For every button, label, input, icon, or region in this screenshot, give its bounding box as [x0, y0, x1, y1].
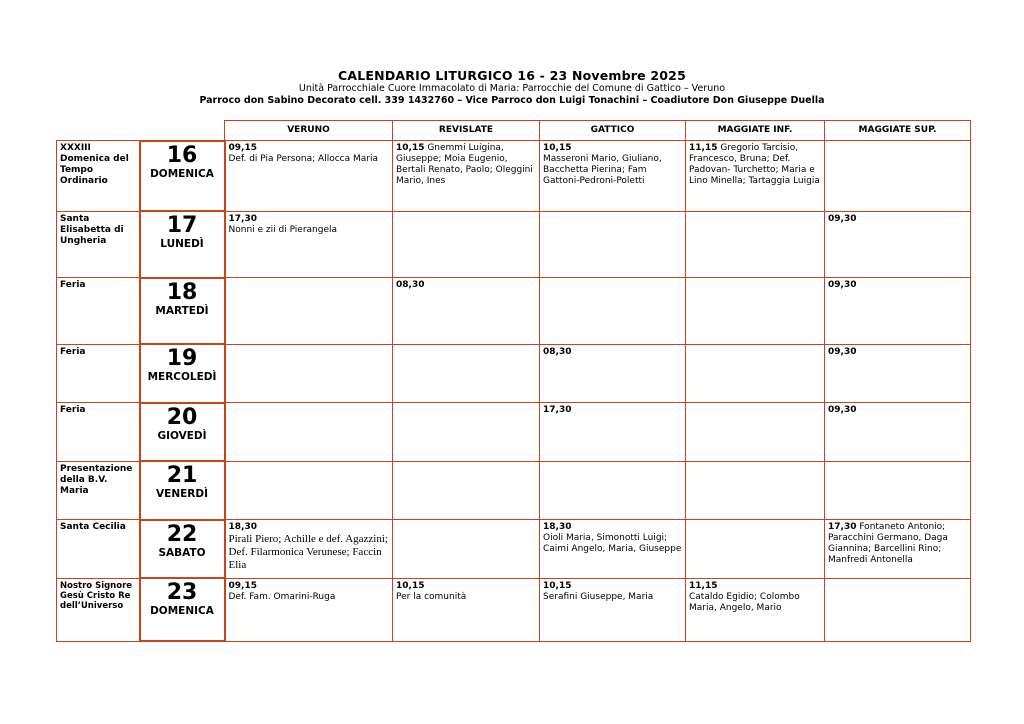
column-header-row — [57, 121, 971, 141]
mass-time: 17,30 — [228, 213, 257, 224]
mass-time: 09,30 — [828, 405, 857, 416]
mass-cell-revislate — [393, 461, 540, 520]
page-title: CALENDARIO LITURGICO 16 - 23 Novembre 2025 — [338, 68, 686, 83]
mass-time: 17,30 — [828, 522, 857, 533]
day-cell — [140, 403, 225, 462]
day-name: LUNEDÌ — [160, 238, 204, 251]
intention-text: Pirali Piero; Achille e def. Agazzini; Def. Filarmonica Verunese; Faccin Elia — [228, 533, 388, 572]
day-number: 21 — [166, 463, 198, 489]
mass-cell-maggiate-sup — [825, 211, 971, 278]
table-row — [57, 578, 971, 641]
header-blank-day — [140, 121, 225, 141]
intention-text: Cataldo Egidio; Colombo Maria, Angelo, Mario — [689, 591, 800, 613]
table-row — [57, 211, 971, 278]
feast-name: Feria — [57, 278, 140, 345]
mass-time: 08,30 — [543, 346, 572, 357]
mass-cell-gattico — [540, 520, 686, 579]
feast-name: XXXIII Domenica del Tempo Ordinario — [57, 141, 140, 212]
intention-text: Def. di Pia Persona; Allocca Maria — [228, 154, 378, 164]
mass-time: 09,15 — [228, 580, 257, 591]
intention-text: Nonni e zii di Pierangela — [228, 224, 338, 235]
mass-cell-maggiate-inf — [686, 461, 825, 520]
mass-cell-maggiate-inf — [686, 403, 825, 462]
mass-cell-veruno — [225, 461, 393, 520]
table-row — [57, 141, 971, 212]
parish-unit-subtitle: Unità Parrocchiale Cuore Immacolato di Maria: Parrocchie del Comune di Gattico – Veruno — [298, 83, 726, 94]
column-header-gattico: GATTICO — [540, 121, 686, 141]
mass-cell-maggiate-inf — [686, 520, 825, 579]
column-header-veruno: VERUNO — [225, 121, 393, 141]
column-header-maggiate-inf: MAGGIATE INF. — [686, 121, 825, 141]
feast-name: Nostro Signore Gesù Cristo Re dell’Universo — [57, 578, 140, 641]
feast-name: Presentazione della B.V. Maria — [57, 461, 140, 520]
mass-cell-maggiate-sup — [825, 141, 971, 212]
intention-text: Serafini Giuseppe, Maria — [543, 591, 654, 602]
feast-name: Feria — [57, 403, 140, 462]
day-name: DOMENICA — [150, 605, 214, 618]
document-header — [0, 68, 1024, 107]
mass-time: 09,30 — [828, 346, 857, 357]
mass-cell-veruno — [225, 141, 393, 212]
feast-name: Santa Elisabetta di Ungheria — [57, 211, 140, 278]
day-cell — [140, 520, 225, 579]
mass-cell-gattico — [540, 344, 686, 403]
table-row — [57, 520, 971, 579]
mass-cell-gattico — [540, 578, 686, 641]
mass-cell-maggiate-sup — [825, 461, 971, 520]
mass-cell-maggiate-inf — [686, 211, 825, 278]
mass-cell-revislate — [393, 278, 540, 345]
header-blank-feast — [57, 121, 140, 141]
mass-cell-gattico — [540, 461, 686, 520]
day-number: 20 — [166, 404, 198, 430]
table-row — [57, 344, 971, 403]
mass-cell-maggiate-sup — [825, 344, 971, 403]
day-name: MARTEDÌ — [155, 304, 209, 317]
mass-cell-maggiate-sup — [825, 278, 971, 345]
day-cell — [140, 461, 225, 520]
feast-name: Feria — [57, 344, 140, 403]
mass-time: 09,30 — [828, 280, 857, 291]
intention-text: Gregorio Tarcisio, Francesco, Bruna; Def. Padovan- Turchetto; Maria e Lino Minella; Tartaggia Luigia — [689, 143, 820, 186]
mass-time: 08,30 — [396, 280, 425, 291]
mass-cell-veruno — [225, 403, 393, 462]
mass-time: 10,15 — [543, 580, 572, 591]
day-number: 17 — [166, 213, 198, 239]
mass-cell-revislate — [393, 578, 540, 641]
mass-time: 10,15 — [543, 143, 572, 153]
intention-text: Fontaneto Antonio; Paracchini Germano, Daga Giannina; Barcellini Rino; Manfredi Antonella — [828, 522, 948, 566]
intention-text: Masseroni Mario, Giuliano, Bacchetta Pierina; Fam Gattoni-Pedroni-Poletti — [543, 154, 662, 186]
mass-cell-veruno — [225, 278, 393, 345]
mass-cell-gattico — [540, 141, 686, 212]
day-name: DOMENICA — [150, 167, 214, 180]
mass-time: 09,30 — [828, 213, 857, 224]
table-row — [57, 403, 971, 462]
mass-cell-gattico — [540, 278, 686, 345]
day-name: MERCOLEDÌ — [147, 371, 217, 384]
mass-time: 10,15 — [396, 580, 425, 591]
mass-cell-revislate — [393, 520, 540, 579]
mass-time: 11,15 — [689, 580, 718, 591]
mass-cell-maggiate-sup — [825, 578, 971, 641]
day-number: 22 — [166, 521, 198, 547]
mass-cell-maggiate-inf — [686, 278, 825, 345]
intention-text: Oioli Maria, Simonotti Luigi; Caimi Angelo, Maria, Giuseppe — [543, 533, 682, 555]
mass-cell-gattico — [540, 211, 686, 278]
mass-cell-maggiate-sup — [825, 403, 971, 462]
day-cell — [140, 344, 225, 403]
intention-text: Gnemmi Luigina, Giuseppe; Moia Eugenio, Bertali Renato, Paolo; Oleggini Mario, Ines — [396, 143, 533, 186]
mass-cell-veruno — [225, 344, 393, 403]
day-name: GIOVEDÌ — [157, 429, 207, 442]
day-number: 16 — [166, 142, 198, 168]
mass-time: 10,15 — [396, 143, 425, 153]
mass-cell-revislate — [393, 403, 540, 462]
intention-text: Def. Fam. Omarini-Ruga — [228, 591, 336, 602]
day-cell — [140, 211, 225, 278]
day-number: 18 — [166, 279, 198, 305]
mass-cell-maggiate-inf — [686, 344, 825, 403]
column-header-maggiate-sup: MAGGIATE SUP. — [825, 121, 971, 141]
day-cell — [140, 278, 225, 345]
mass-cell-veruno — [225, 520, 393, 579]
intention-text: Per la comunità — [396, 591, 467, 602]
day-cell — [140, 141, 225, 212]
column-header-revislate: REVISLATE — [393, 121, 540, 141]
day-name: VENERDÌ — [156, 488, 208, 501]
day-cell — [140, 578, 225, 641]
mass-cell-gattico — [540, 403, 686, 462]
feast-name: Santa Cecilia — [57, 520, 140, 579]
liturgical-calendar-table — [56, 120, 971, 642]
mass-time: 11,15 — [689, 143, 718, 153]
day-number: 23 — [166, 580, 198, 606]
mass-cell-veruno — [225, 578, 393, 641]
mass-cell-revislate — [393, 211, 540, 278]
table-row — [57, 461, 971, 520]
clergy-line: Parroco don Sabino Decorato cell. 339 1432760 – Vice Parroco don Luigi Tonachini – Coadiutore Don Giuseppe Duella — [199, 95, 825, 106]
mass-time: 17,30 — [543, 405, 572, 416]
mass-cell-veruno — [225, 211, 393, 278]
day-number: 19 — [166, 346, 198, 372]
mass-cell-maggiate-inf — [686, 578, 825, 641]
mass-cell-revislate — [393, 141, 540, 212]
day-name: SABATO — [158, 546, 206, 559]
table-row — [57, 278, 971, 345]
mass-time: 09,15 — [228, 143, 257, 153]
mass-time: 18,30 — [543, 522, 572, 533]
mass-cell-maggiate-sup — [825, 520, 971, 579]
mass-cell-maggiate-inf — [686, 141, 825, 212]
mass-cell-revislate — [393, 344, 540, 403]
mass-time: 18,30 — [228, 522, 257, 533]
